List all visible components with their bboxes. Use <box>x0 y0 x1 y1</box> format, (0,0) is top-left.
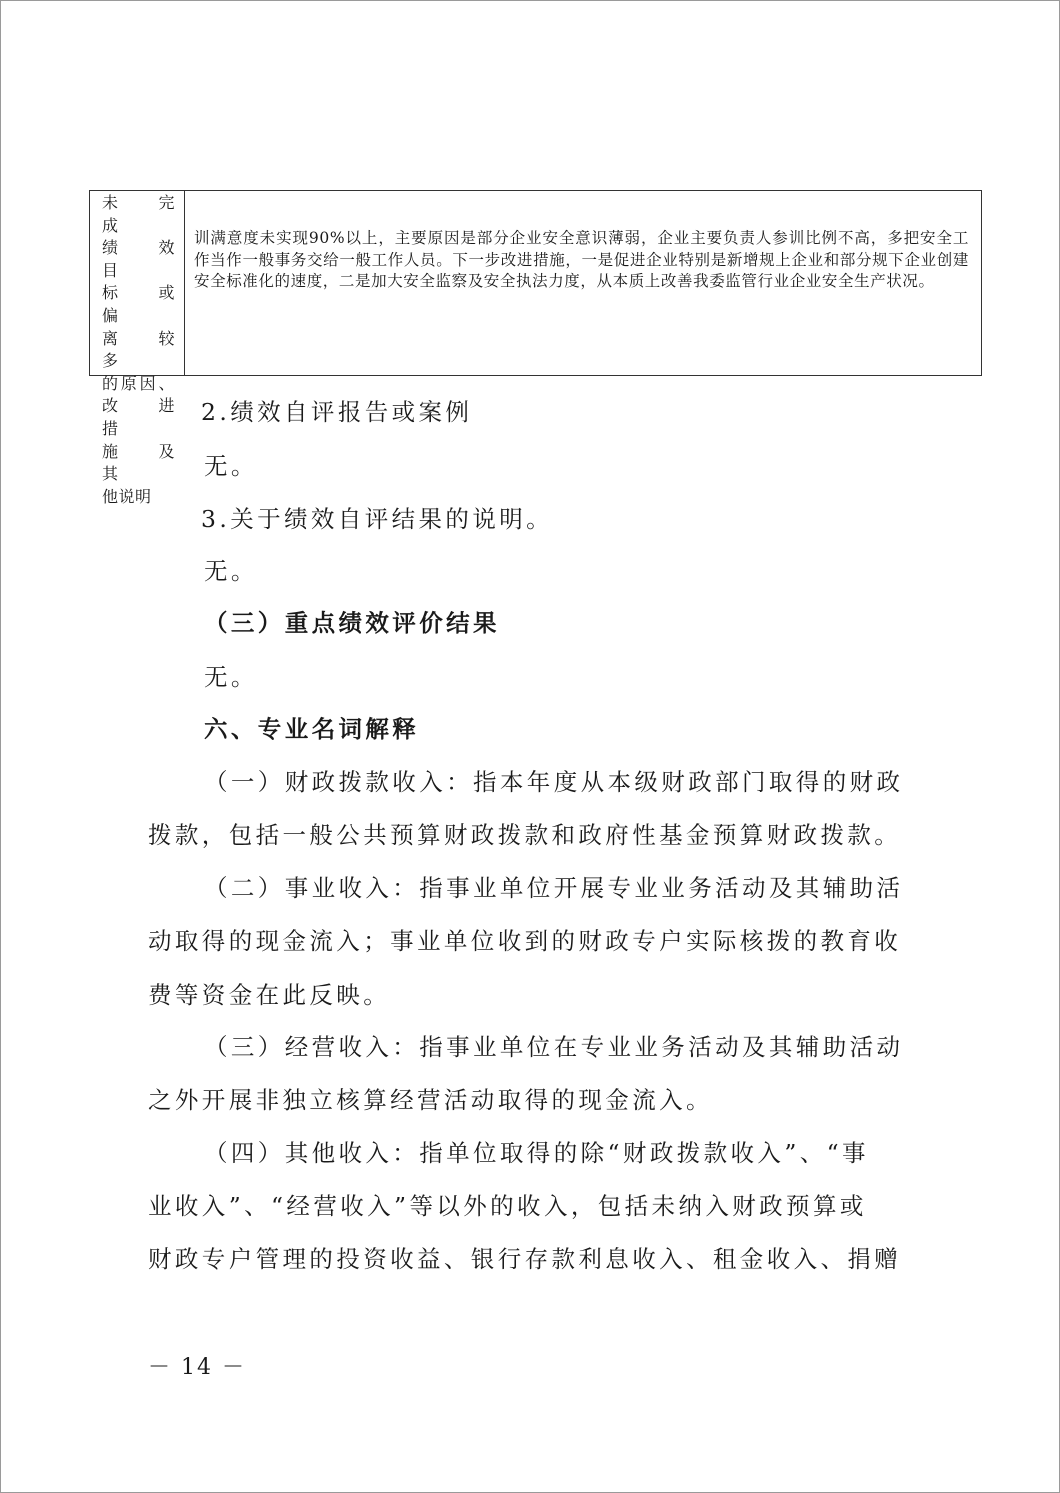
definition-line: （二）事业收入：指事业单位开展专业业务活动及其辅助活 <box>204 874 904 902</box>
definition-line: 业收入”、“经营收入”等以外的收入，包括未纳入财政预算或 <box>148 1192 867 1220</box>
definition-line: 财政专户管理的投资收益、银行存款利息收入、租金收入、捐赠 <box>148 1245 902 1273</box>
definition-line: 之外开展非独立核算经营活动取得的现金流入。 <box>148 1086 713 1114</box>
definition-line: （四）其他收入：指单位取得的除“财政拨款收入”、“事 <box>204 1139 869 1167</box>
label-line: 施 及 其 <box>102 441 192 484</box>
definition-line: 拨款，包括一般公共预算财政拨款和政府性基金预算财政拨款。 <box>148 821 902 849</box>
section-heading-glossary: 六、专业名词解释 <box>204 715 420 743</box>
label-line: 的原因、 <box>102 373 175 393</box>
label-line: 未 完 成 <box>102 193 192 235</box>
none-text: 无。 <box>204 452 258 480</box>
definition-line: （三）经营收入：指事业单位在专业业务活动及其辅助活动 <box>204 1033 904 1061</box>
label-line: 改 进 措 <box>102 396 192 438</box>
heading-result-explanation: 3.关于绩效自评结果的说明。 <box>201 505 554 533</box>
label-line: 标 或 偏 <box>102 283 192 325</box>
table-label-cell <box>90 191 192 506</box>
table-content-cell: 训满意度未实现90%以上，主要原因是部分企业安全意识薄弱，企业主要负责人参训比例不高，多把安全工作当作一般事务交给一般工作人员。下一步改进措施，一是促进企业特别是新增规上企业和部分规下企业创建安全标准化的速度，二是加大安全监察及安全执法力度，从本质上改善我委监管行业企业安全生产状况。 <box>194 229 969 290</box>
heading-performance-report: 2.绩效自评报告或案例 <box>201 398 473 426</box>
label-line: 绩 效 目 <box>102 238 192 280</box>
none-text: 无。 <box>204 557 258 585</box>
heading-key-evaluation: （三）重点绩效评价结果 <box>204 609 500 637</box>
label-line: 离 较 多 <box>102 328 192 371</box>
definition-line: 费等资金在此反映。 <box>148 981 391 1009</box>
label-line: 他说明 <box>102 486 152 506</box>
definition-line: （一）财政拨款收入：指本年度从本级财政部门取得的财政 <box>204 768 904 796</box>
page-number: － 14 － <box>148 1355 246 1380</box>
definition-line: 动取得的现金流入；事业单位收到的财政专户实际核拨的教育收 <box>148 927 902 955</box>
none-text: 无。 <box>204 663 258 691</box>
